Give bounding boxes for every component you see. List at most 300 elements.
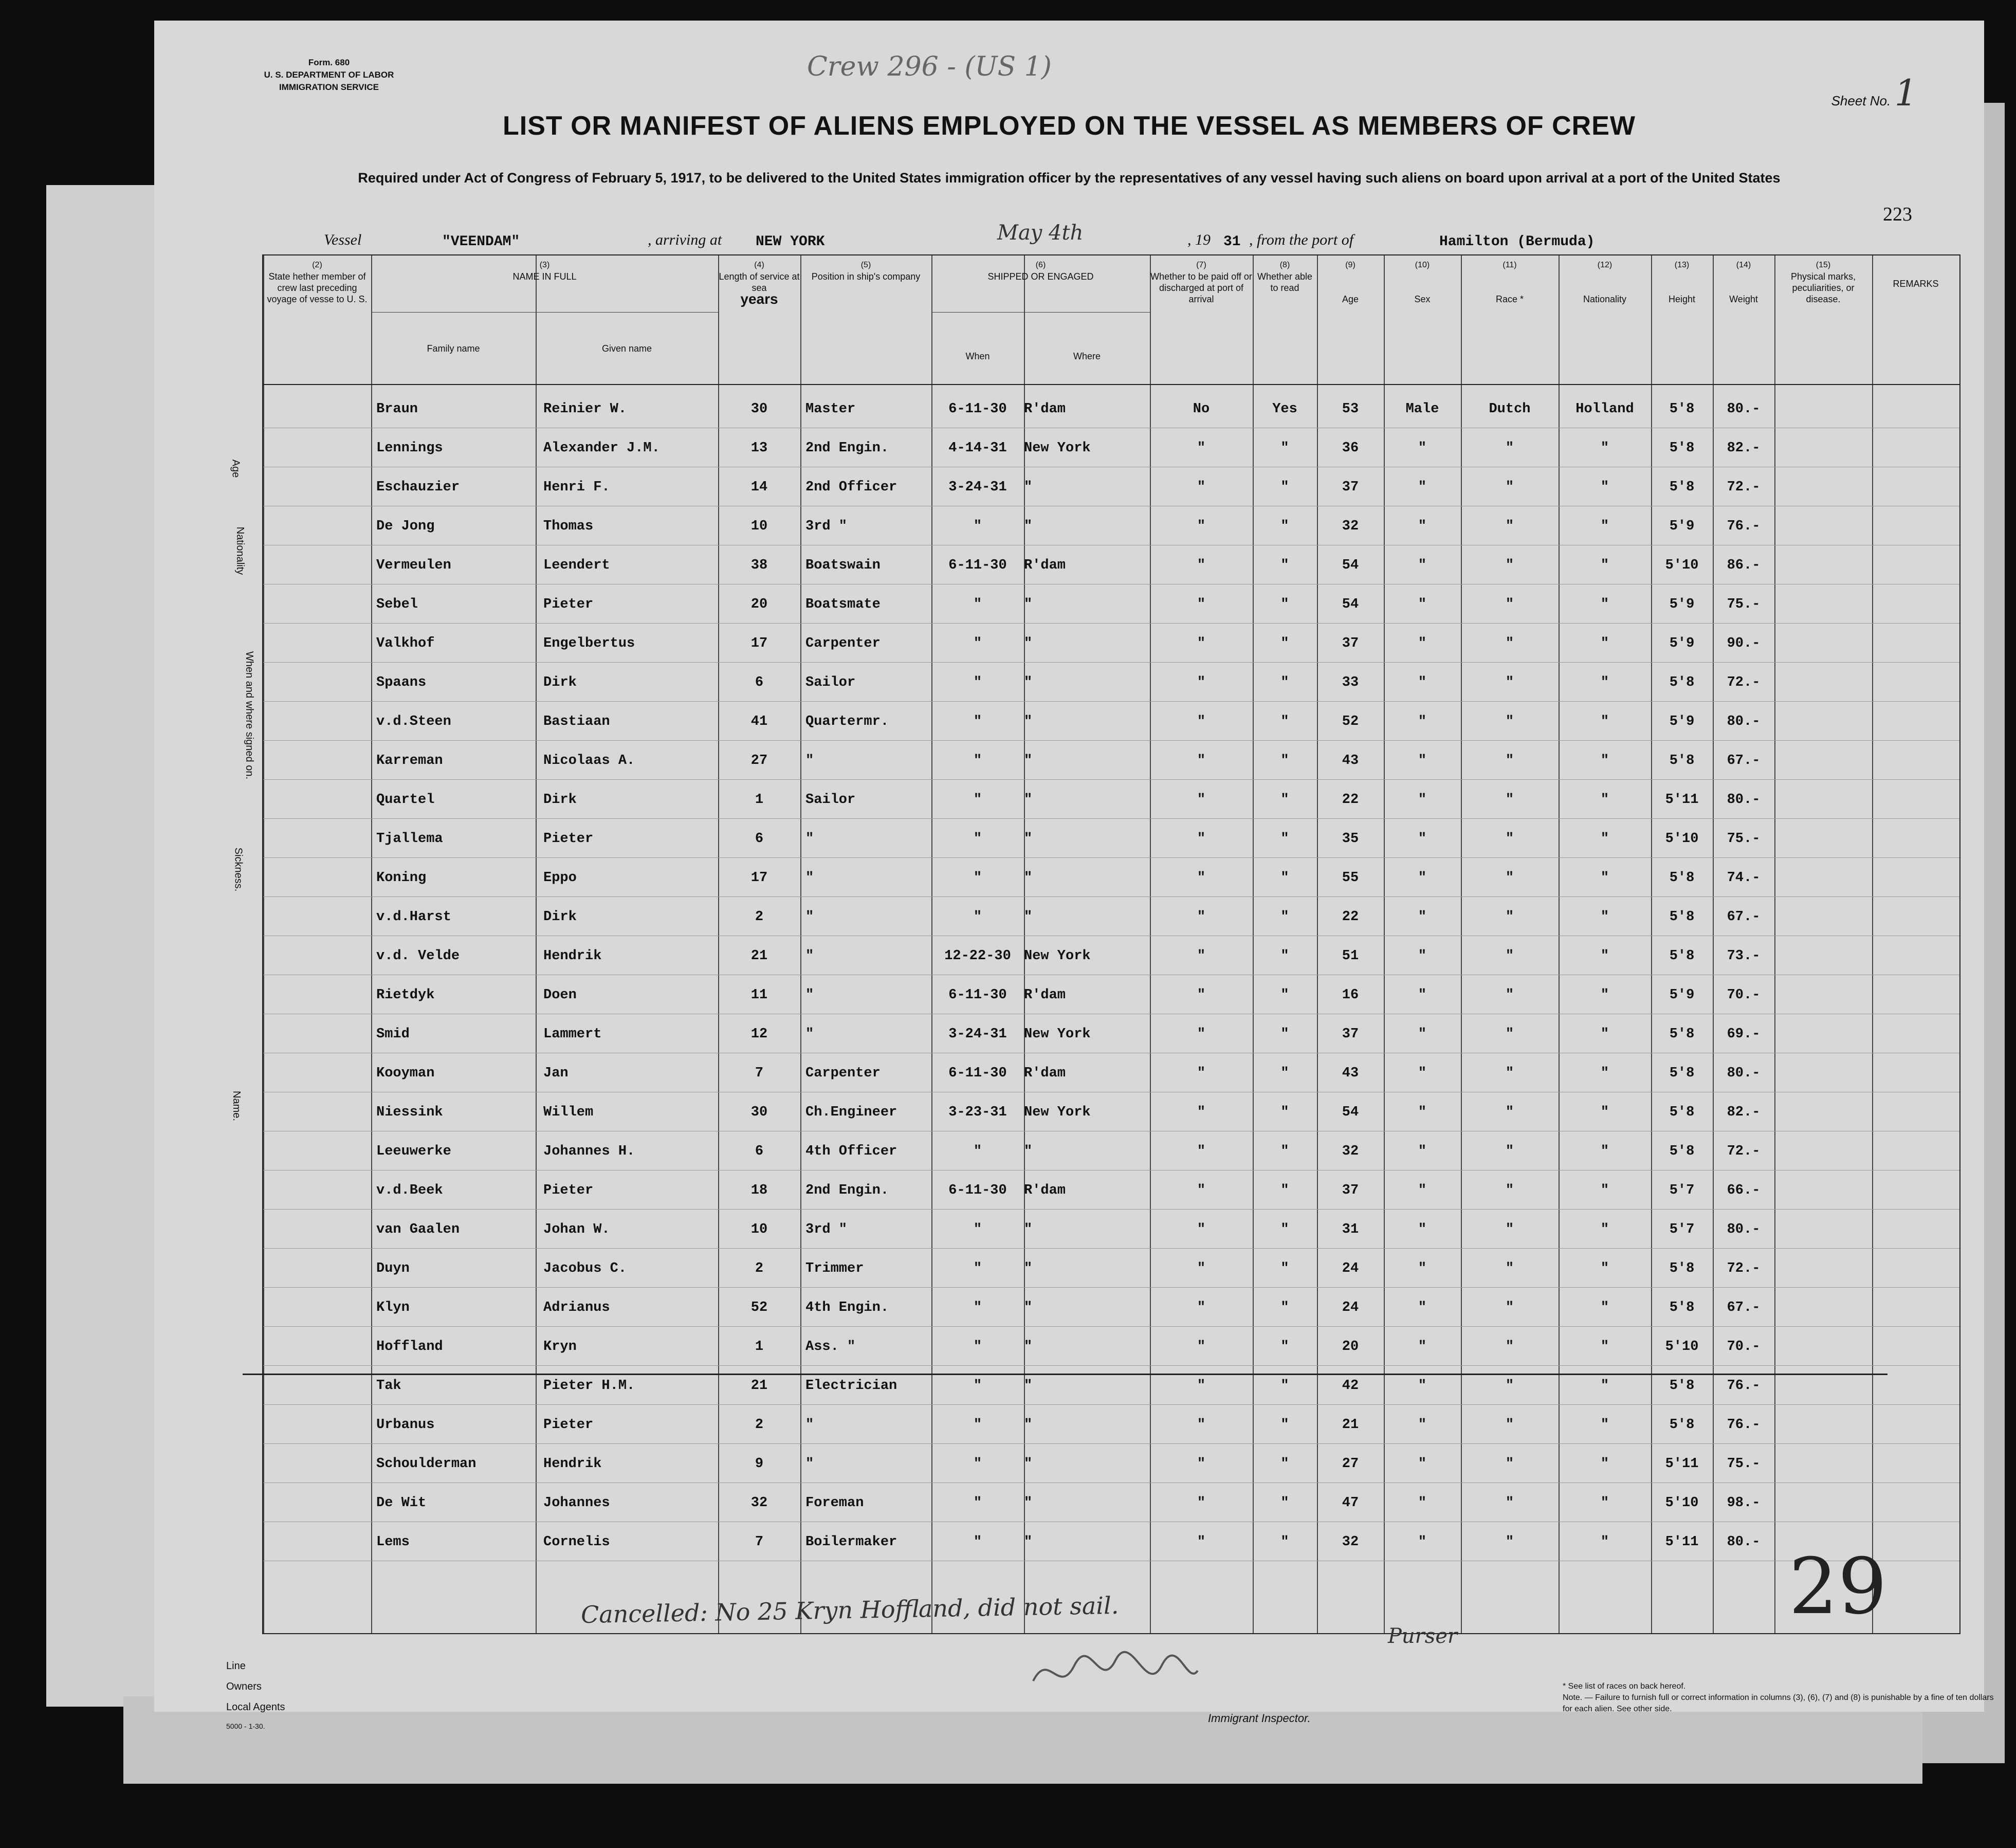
- cell-weight: 80.-: [1727, 401, 1761, 417]
- cell-height: 5'10: [1665, 558, 1699, 573]
- cell-where: ": [1024, 1222, 1033, 1237]
- cell-paid: ": [1197, 1105, 1206, 1120]
- table-row: [263, 1405, 1959, 1444]
- arriving-label: , arriving at: [648, 231, 722, 248]
- cell-family: Kooyman: [376, 1066, 435, 1081]
- cell-sex: ": [1418, 1456, 1427, 1472]
- cell-sex: ": [1418, 1261, 1427, 1276]
- cell-position: ": [805, 870, 814, 886]
- cell-where: ": [1024, 1261, 1033, 1276]
- cell-when: ": [973, 1300, 982, 1315]
- cell-when: ": [973, 519, 982, 534]
- vessel-label: Vessel: [324, 231, 362, 248]
- cell-read: ": [1280, 636, 1289, 651]
- table-row: [263, 1444, 1959, 1483]
- cell-sex: ": [1418, 948, 1427, 964]
- cell-read: ": [1280, 1339, 1289, 1355]
- cell-position: Ch.Engineer: [805, 1105, 897, 1120]
- cell-age: 32: [1342, 1144, 1359, 1159]
- table-row: [263, 584, 1959, 624]
- cell-service: 14: [750, 480, 768, 495]
- col-name-header: (3) NAME IN FULL: [512, 261, 577, 282]
- cell-when: 6-11-30: [948, 401, 1007, 417]
- cell-nationality: ": [1600, 792, 1609, 808]
- cell-age: 52: [1342, 714, 1359, 729]
- cell-paid: ": [1197, 1417, 1206, 1433]
- cell-where: ": [1024, 714, 1033, 729]
- cell-age: 43: [1342, 753, 1359, 769]
- arrival-date: May 4th: [997, 221, 1084, 245]
- cell-given: Engelbertus: [543, 636, 635, 651]
- cell-given: Johan W.: [543, 1222, 610, 1237]
- cell-height: 5'8: [1669, 1027, 1695, 1042]
- cell-paid: ": [1197, 987, 1206, 1003]
- side-label-when-where: When and where signed on.: [244, 651, 255, 780]
- year-prefix: , 19: [1187, 231, 1211, 248]
- cell-paid: ": [1197, 831, 1206, 847]
- cell-read: ": [1280, 831, 1289, 847]
- cell-family: Klyn: [376, 1300, 410, 1315]
- cell-given: Bastiaan: [543, 714, 610, 729]
- cell-read: ": [1280, 714, 1289, 729]
- cell-sex: ": [1418, 831, 1427, 847]
- col-height-header: (13) Height: [1668, 261, 1696, 304]
- table-row: [263, 428, 1959, 467]
- cell-service: 38: [750, 558, 768, 573]
- cell-race: ": [1505, 1105, 1514, 1120]
- cell-sex: ": [1418, 1105, 1427, 1120]
- cell-age: 22: [1342, 909, 1359, 925]
- cell-position: ": [805, 1456, 814, 1472]
- cell-age: 51: [1342, 948, 1359, 964]
- cell-sex: Male: [1405, 401, 1439, 417]
- cell-given: Pieter H.M.: [543, 1378, 635, 1394]
- col-where-header: Where: [1073, 351, 1101, 361]
- page-subtitle: Required under Act of Congress of February 5, 1917, to be delivered to the United States immigration officer by the representatives of any vessel having such aliens on board upon arrival at a port of the United States: [358, 170, 1781, 186]
- cell-where: ": [1024, 675, 1033, 690]
- crew-table: [262, 254, 1960, 1634]
- cell-age: 53: [1342, 401, 1359, 417]
- cell-height: 5'8: [1669, 1378, 1695, 1394]
- cell-when: ": [973, 1378, 982, 1394]
- cell-nationality: ": [1600, 1417, 1609, 1433]
- cell-service: 18: [750, 1183, 768, 1198]
- table-row: [263, 1249, 1959, 1288]
- cell-position: Foreman: [805, 1495, 864, 1511]
- cell-nationality: ": [1600, 1378, 1609, 1394]
- cell-read: ": [1280, 1456, 1289, 1472]
- cell-read: ": [1280, 1066, 1289, 1081]
- cell-weight: 66.-: [1727, 1183, 1761, 1198]
- cell-race: ": [1505, 1027, 1514, 1042]
- cell-when: ": [973, 1222, 982, 1237]
- cell-age: 27: [1342, 1456, 1359, 1472]
- cell-age: 36: [1342, 441, 1359, 456]
- cell-paid: ": [1197, 597, 1206, 612]
- cell-nationality: ": [1600, 1144, 1609, 1159]
- cell-position: ": [805, 987, 814, 1003]
- cell-paid: ": [1197, 636, 1206, 651]
- line-label: Line: [226, 1660, 246, 1672]
- cell-position: ": [805, 831, 814, 847]
- cell-sex: ": [1418, 753, 1427, 769]
- cell-given: Pieter: [543, 1183, 594, 1198]
- cell-when: ": [973, 1495, 982, 1511]
- from-label: , from the port of: [1249, 231, 1354, 248]
- cell-family: Vermeulen: [376, 558, 451, 573]
- cell-service: 32: [750, 1495, 768, 1511]
- col-sex-header: (10) Sex: [1414, 261, 1431, 304]
- cell-when: 3-24-31: [948, 480, 1007, 495]
- cell-when: ": [973, 1261, 982, 1276]
- table-row: [263, 780, 1959, 819]
- cell-family: Schoulderman: [376, 1456, 476, 1472]
- cell-family: Spaans: [376, 675, 427, 690]
- cell-weight: 80.-: [1727, 1534, 1761, 1550]
- cell-when: 6-11-30: [948, 558, 1007, 573]
- cell-weight: 80.-: [1727, 792, 1761, 808]
- cell-family: Quartel: [376, 792, 435, 808]
- races-note: * See list of races on back hereof.: [1563, 1682, 1686, 1691]
- cell-race: ": [1505, 1417, 1514, 1433]
- cell-weight: 72.-: [1727, 675, 1761, 690]
- cell-weight: 82.-: [1727, 1105, 1761, 1120]
- table-row: [263, 467, 1959, 506]
- cell-service: 17: [750, 870, 768, 886]
- cell-position: Trimmer: [805, 1261, 864, 1276]
- footnote: [1563, 1681, 2005, 1715]
- cell-sex: ": [1418, 1222, 1427, 1237]
- table-row: [263, 663, 1959, 702]
- cell-weight: 80.-: [1727, 1066, 1761, 1081]
- cell-family: Hoffland: [376, 1339, 443, 1355]
- cell-service: 10: [750, 1222, 768, 1237]
- cell-paid: ": [1197, 480, 1206, 495]
- cell-read: ": [1280, 1105, 1289, 1120]
- cell-sex: ": [1418, 1339, 1427, 1355]
- cell-where: ": [1024, 792, 1033, 808]
- cell-nationality: ": [1600, 987, 1609, 1003]
- cell-weight: 86.-: [1727, 558, 1761, 573]
- cell-service: 21: [750, 1378, 768, 1394]
- cell-race: ": [1505, 1183, 1514, 1198]
- cell-when: ": [973, 636, 982, 651]
- cell-height: 5'8: [1669, 1105, 1695, 1120]
- cell-race: ": [1505, 1534, 1514, 1550]
- cell-nationality: ": [1600, 1534, 1609, 1550]
- cell-race: ": [1505, 597, 1514, 612]
- cell-position: Carpenter: [805, 1066, 881, 1081]
- cell-family: Tjallema: [376, 831, 443, 847]
- cell-service: 12: [750, 1027, 768, 1042]
- cell-weight: 70.-: [1727, 987, 1761, 1003]
- cell-position: Master: [805, 401, 856, 417]
- cell-race: ": [1505, 831, 1514, 847]
- cell-nationality: ": [1600, 1495, 1609, 1511]
- cell-weight: 98.-: [1727, 1495, 1761, 1511]
- cell-given: Leendert: [543, 558, 610, 573]
- cell-sex: ": [1418, 480, 1427, 495]
- cell-where: ": [1024, 1456, 1033, 1472]
- cell-read: ": [1280, 987, 1289, 1003]
- cell-age: 32: [1342, 519, 1359, 534]
- cell-service: 1: [755, 792, 764, 808]
- cell-service: 11: [750, 987, 768, 1003]
- cell-age: 24: [1342, 1261, 1359, 1276]
- cell-height: 5'8: [1669, 1144, 1695, 1159]
- cell-where: R'dam: [1024, 401, 1066, 417]
- cell-height: 5'8: [1669, 401, 1695, 417]
- cell-race: ": [1505, 519, 1514, 534]
- cell-height: 5'9: [1669, 519, 1695, 534]
- col-nationality-header: (12) Nationality: [1583, 261, 1627, 304]
- cell-race: ": [1505, 714, 1514, 729]
- cell-family: v.d.Beek: [376, 1183, 443, 1198]
- cell-nationality: ": [1600, 1222, 1609, 1237]
- cell-age: 47: [1342, 1495, 1359, 1511]
- cell-weight: 76.-: [1727, 1417, 1761, 1433]
- cell-age: 22: [1342, 792, 1359, 808]
- cell-family: Lems: [376, 1534, 410, 1550]
- cell-weight: 73.-: [1727, 948, 1761, 964]
- cell-service: 6: [755, 1144, 764, 1159]
- cell-height: 5'11: [1665, 1456, 1699, 1472]
- cell-nationality: ": [1600, 1027, 1609, 1042]
- print-code: 5000 - 1-30.: [226, 1722, 265, 1730]
- cell-family: Eschauzier: [376, 480, 460, 495]
- cell-weight: 75.-: [1727, 831, 1761, 847]
- cell-given: Dirk: [543, 909, 577, 925]
- cell-race: ": [1505, 675, 1514, 690]
- cell-read: ": [1280, 1300, 1289, 1315]
- cell-given: Pieter: [543, 831, 594, 847]
- side-label-nationality: Nationality: [234, 526, 246, 575]
- cell-given: Jacobus C.: [543, 1261, 627, 1276]
- cell-paid: ": [1197, 792, 1206, 808]
- cell-paid: ": [1197, 1066, 1206, 1081]
- col-age-header: (9) Age: [1342, 261, 1359, 304]
- table-row: [263, 1483, 1959, 1522]
- cell-when: ": [973, 597, 982, 612]
- cell-height: 5'10: [1665, 831, 1699, 847]
- cell-weight: 70.-: [1727, 1339, 1761, 1355]
- cell-race: Dutch: [1489, 401, 1531, 417]
- cell-race: ": [1505, 441, 1514, 456]
- cell-sex: ": [1418, 1534, 1427, 1550]
- cell-where: ": [1024, 480, 1033, 495]
- cell-sex: ": [1418, 519, 1427, 534]
- inspector-signature: [1028, 1645, 1203, 1710]
- table-row: [263, 1522, 1959, 1561]
- cell-family: v.d.Harst: [376, 909, 451, 925]
- purser-signature: Purser: [1388, 1624, 1458, 1648]
- cell-race: ": [1505, 480, 1514, 495]
- table-row: [263, 936, 1959, 975]
- cell-paid: No: [1193, 401, 1210, 417]
- table-row: [263, 858, 1959, 897]
- cell-age: 42: [1342, 1378, 1359, 1394]
- cell-service: 30: [750, 1105, 768, 1120]
- cell-race: ": [1505, 636, 1514, 651]
- cell-sex: ": [1418, 636, 1427, 651]
- cell-when: ": [973, 714, 982, 729]
- cell-paid: ": [1197, 1378, 1206, 1394]
- form-number: Form. 680: [308, 58, 350, 67]
- col-paid-off-header: (7) Whether to be paid off or discharged at port of arrival: [1150, 261, 1252, 304]
- table-row: [263, 897, 1959, 936]
- cell-height: 5'8: [1669, 909, 1695, 925]
- cell-service: 6: [755, 831, 764, 847]
- col-service-header: (4) Length of service at sea years: [719, 261, 800, 307]
- cell-nationality: ": [1600, 714, 1609, 729]
- service-name: IMMIGRATION SERVICE: [279, 82, 379, 92]
- col-position-header: (5) Position in ship's company: [811, 261, 921, 282]
- cell-paid: ": [1197, 1495, 1206, 1511]
- table-row: [263, 1366, 1959, 1405]
- cell-height: 5'7: [1669, 1183, 1695, 1198]
- sheet-label: Sheet No.: [1831, 93, 1891, 108]
- cell-nationality: ": [1600, 480, 1609, 495]
- table-row: [263, 1131, 1959, 1170]
- cell-family: De Jong: [376, 519, 435, 534]
- cell-family: van Gaalen: [376, 1222, 460, 1237]
- cell-race: ": [1505, 870, 1514, 886]
- cell-weight: 69.-: [1727, 1027, 1761, 1042]
- cell-read: ": [1280, 753, 1289, 769]
- cell-paid: ": [1197, 1339, 1206, 1355]
- cell-sex: ": [1418, 1066, 1427, 1081]
- col-weight-header: (14) Weight: [1729, 261, 1758, 304]
- cell-when: ": [973, 870, 982, 886]
- cancelled-note: Cancelled: No 25 Kryn Hoffland, did not sail.: [580, 1591, 1119, 1629]
- table-row: [263, 1327, 1959, 1366]
- cell-sex: ": [1418, 909, 1427, 925]
- cell-paid: ": [1197, 1456, 1206, 1472]
- cell-read: Yes: [1272, 401, 1297, 417]
- page-title: LIST OR MANIFEST OF ALIENS EMPLOYED ON THE VESSEL AS MEMBERS OF CREW: [503, 111, 1636, 141]
- col-given-name-header: Given name: [601, 343, 652, 354]
- cell-read: ": [1280, 1261, 1289, 1276]
- col-shipped-header: (6) SHIPPED OR ENGAGED: [987, 261, 1094, 282]
- cell-paid: ": [1197, 753, 1206, 769]
- cell-nationality: ": [1600, 909, 1609, 925]
- cell-family: Smid: [376, 1027, 410, 1042]
- col-read-header: (8) Whether able to read: [1257, 261, 1313, 293]
- cell-sex: ": [1418, 1300, 1427, 1315]
- cell-race: ": [1505, 1144, 1514, 1159]
- cell-given: Johannes H.: [543, 1144, 635, 1159]
- col-race-header: (11) Race *: [1495, 261, 1524, 304]
- cell-given: Pieter: [543, 1417, 594, 1433]
- cell-height: 5'8: [1669, 1261, 1695, 1276]
- cell-family: v.d. Velde: [376, 948, 460, 964]
- cell-nationality: ": [1600, 675, 1609, 690]
- cell-height: 5'8: [1669, 948, 1695, 964]
- cell-weight: 72.-: [1727, 480, 1761, 495]
- local-agents-label: Local Agents: [226, 1701, 285, 1713]
- cell-read: ": [1280, 558, 1289, 573]
- cell-age: 35: [1342, 831, 1359, 847]
- cell-where: R'dam: [1024, 987, 1066, 1003]
- cell-nationality: ": [1600, 1105, 1609, 1120]
- cell-when: 6-11-30: [948, 987, 1007, 1003]
- cell-family: Braun: [376, 401, 418, 417]
- cell-nationality: ": [1600, 558, 1609, 573]
- cell-nationality: ": [1600, 1066, 1609, 1081]
- cell-service: 30: [750, 401, 768, 417]
- cell-read: ": [1280, 948, 1289, 964]
- cell-where: ": [1024, 519, 1033, 534]
- cell-age: 54: [1342, 558, 1359, 573]
- cell-nationality: ": [1600, 1339, 1609, 1355]
- cell-family: De Wit: [376, 1495, 427, 1511]
- cell-service: 52: [750, 1300, 768, 1315]
- table-row: [263, 819, 1959, 858]
- cell-age: 20: [1342, 1339, 1359, 1355]
- cell-age: 21: [1342, 1417, 1359, 1433]
- cell-weight: 72.-: [1727, 1144, 1761, 1159]
- cell-when: ": [973, 1339, 982, 1355]
- cell-given: Eppo: [543, 870, 577, 886]
- cell-when: ": [973, 1417, 982, 1433]
- cell-paid: ": [1197, 1183, 1206, 1198]
- cell-position: 4th Officer: [805, 1144, 897, 1159]
- cell-sex: ": [1418, 714, 1427, 729]
- cell-given: Cornelis: [543, 1534, 610, 1550]
- cell-nationality: ": [1600, 1300, 1609, 1315]
- cell-where: New York: [1024, 948, 1091, 964]
- cell-where: ": [1024, 1339, 1033, 1355]
- cell-paid: ": [1197, 1144, 1206, 1159]
- cell-where: ": [1024, 870, 1033, 886]
- cell-read: ": [1280, 1534, 1289, 1550]
- document-number: 223: [1883, 204, 1912, 225]
- cell-service: 9: [755, 1456, 764, 1472]
- cell-sex: ": [1418, 1417, 1427, 1433]
- table-row: [263, 975, 1959, 1014]
- cell-weight: 67.-: [1727, 753, 1761, 769]
- cell-sex: ": [1418, 1378, 1427, 1394]
- cell-age: 37: [1342, 636, 1359, 651]
- col-family-name-header: Family name: [427, 343, 480, 354]
- cell-given: Thomas: [543, 519, 594, 534]
- cell-given: Nicolaas A.: [543, 753, 635, 769]
- cell-when: 6-11-30: [948, 1066, 1007, 1081]
- cell-when: ": [973, 792, 982, 808]
- cell-position: Quartermr.: [805, 714, 889, 729]
- cell-service: 6: [755, 675, 764, 690]
- cell-sex: ": [1418, 1183, 1427, 1198]
- cell-given: Doen: [543, 987, 577, 1003]
- cell-nationality: ": [1600, 441, 1609, 456]
- cell-where: ": [1024, 1144, 1033, 1159]
- cell-when: ": [973, 1456, 982, 1472]
- from-port: Hamilton (Bermuda): [1439, 234, 1595, 250]
- cell-where: ": [1024, 1495, 1033, 1511]
- cell-sex: ": [1418, 1144, 1427, 1159]
- cell-nationality: ": [1600, 1456, 1609, 1472]
- owners-label: Owners: [226, 1681, 262, 1692]
- cell-service: 10: [750, 519, 768, 534]
- cell-family: Lennings: [376, 441, 443, 456]
- table-row: [263, 624, 1959, 663]
- vessel-name: "VEENDAM": [442, 234, 520, 250]
- table-row: [263, 741, 1959, 780]
- cell-weight: 75.-: [1727, 1456, 1761, 1472]
- cell-height: 5'10: [1665, 1339, 1699, 1355]
- cell-paid: ": [1197, 870, 1206, 886]
- table-row: [263, 1092, 1959, 1131]
